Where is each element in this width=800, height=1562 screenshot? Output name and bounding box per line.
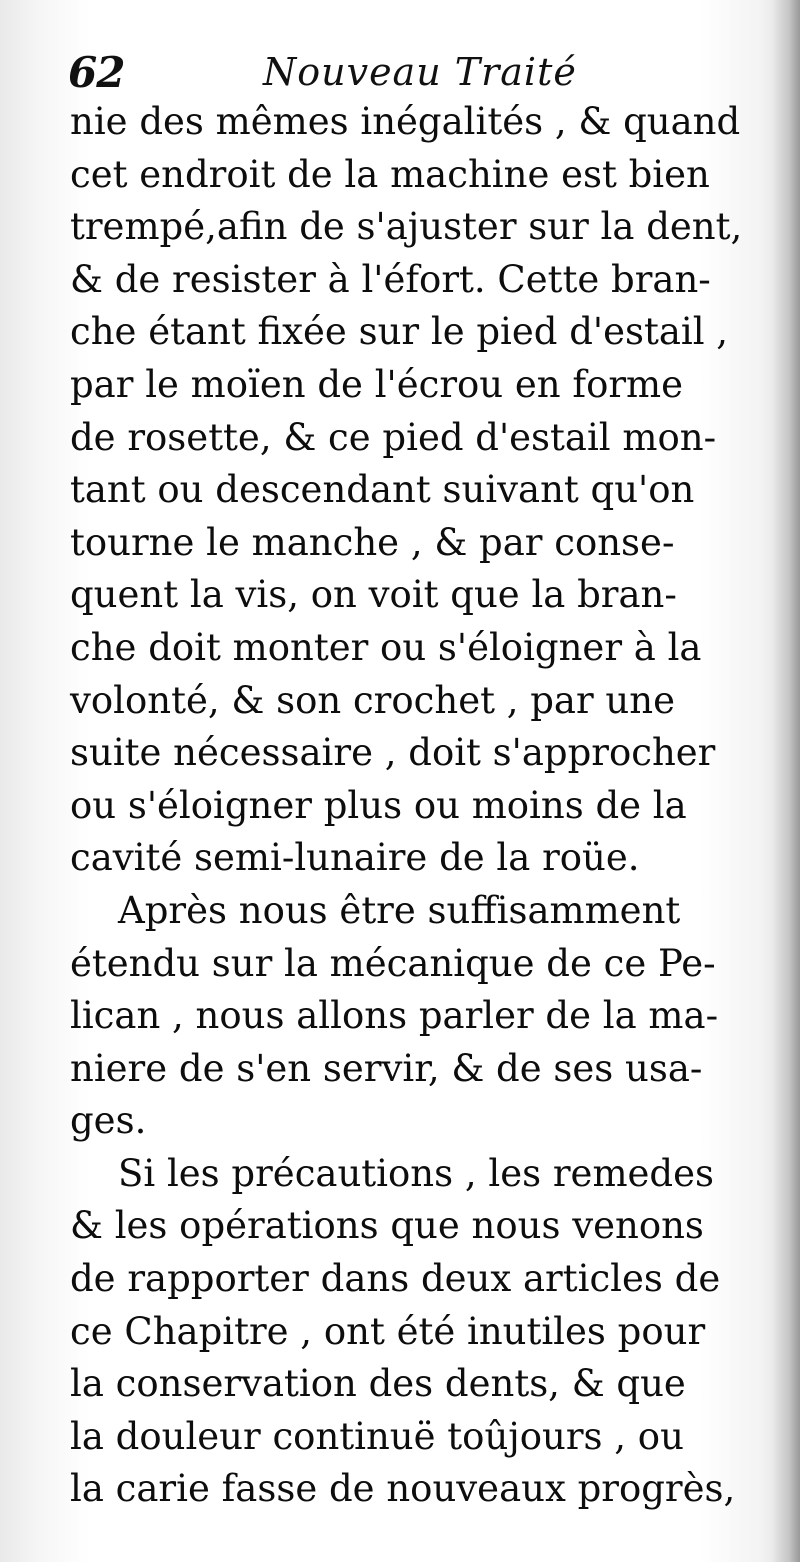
text-line: la conservation des dents, & que: [70, 1362, 686, 1406]
text-line: volonté, & son crochet , par une: [70, 678, 675, 722]
text-line: cavité semi-lunaire de la roüe.: [70, 836, 640, 880]
text-line: niere de s'en servir, & de ses usa-: [70, 1046, 703, 1090]
text-line: par le moïen de l'écrou en forme: [70, 362, 684, 406]
page-number: 62: [68, 48, 125, 97]
paragraph: [70, 1148, 760, 1516]
text-line: trempé,afin de s'ajuster sur la dent,: [70, 205, 743, 249]
text-line: cet endroit de la machine est bien: [70, 152, 710, 196]
paragraph: [70, 96, 760, 885]
text-line: la douleur continuë toûjours , ou: [70, 1414, 684, 1458]
text-line: Si les précautions , les remedes: [118, 1151, 714, 1195]
text-line: lican , nous allons parler de la ma-: [70, 994, 719, 1038]
text-line: nie des mêmes inégalités , & quand: [70, 100, 741, 143]
text-line: & de resister à l'éfort. Cette bran-: [70, 257, 711, 301]
text-line: la carie fasse de nouveaux progrès,: [70, 1467, 736, 1511]
text-line: tant ou descendant suivant qu'on: [70, 468, 695, 512]
text-line: de rapporter dans deux articles de: [70, 1257, 721, 1301]
text-line: che doit monter ou s'éloigner à la: [70, 625, 702, 669]
text-line: & les opérations que nous venons: [70, 1204, 704, 1248]
running-title: Nouveau Traité: [263, 50, 577, 94]
text-line: Après nous être suffisamment: [118, 888, 681, 932]
text-line: quent la vis, on voit que la bran-: [70, 573, 677, 617]
text-line: che étant fixée sur le pied d'estail ,: [70, 310, 729, 354]
page-gutter-shadow: [772, 0, 800, 1562]
text-line: étendu sur la mécanique de ce Pe-: [70, 941, 716, 985]
text-line: ce Chapitre , ont été inutiles pour: [70, 1309, 706, 1353]
text-line: ou s'éloigner plus ou moins de la: [70, 783, 687, 827]
body-text: [70, 96, 760, 1516]
text-line: ges.: [70, 1099, 147, 1143]
text-line: de rosette, & ce pied d'estail mon-: [70, 415, 717, 459]
text-line: tourne le manche , & par conse-: [70, 520, 675, 564]
text-line: suite nécessaire , doit s'approcher: [70, 731, 716, 775]
paragraph: [70, 885, 760, 1148]
